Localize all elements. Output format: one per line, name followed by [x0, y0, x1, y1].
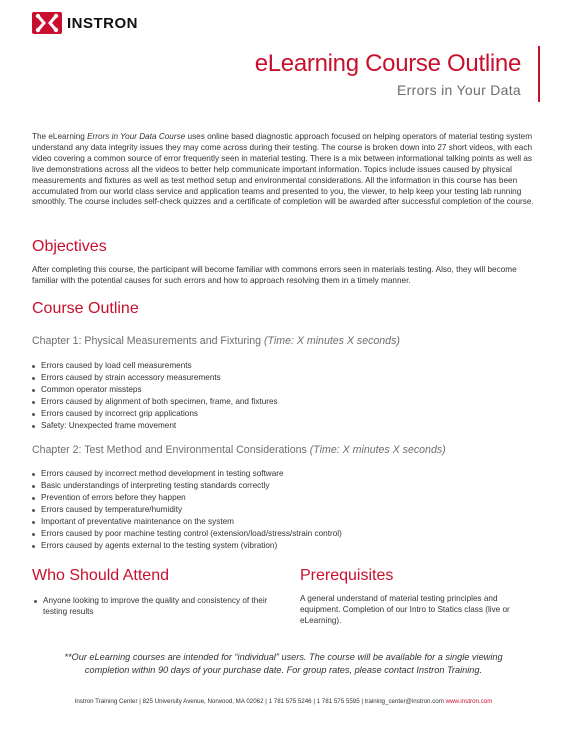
- footer-text: Instron Training Center | 825 University Avenue, Norwood, MA 02062 | 1 781 575 5246 | 1 781 575 5595 | training_center@instron.com: [74, 698, 446, 705]
- intro-paragraph: [32, 132, 537, 208]
- note-line-1: **Our eLearning courses are intended for “individual” users. The course will be available for a single viewing: [64, 652, 503, 662]
- list-item: Prevention of errors before they happen: [32, 492, 342, 504]
- course-outline-heading: Course Outline: [32, 300, 139, 317]
- instron-logo: [32, 12, 138, 34]
- list-item: Safety: Unexpected frame movement: [32, 420, 278, 432]
- document-subtitle: Errors in Your Data: [397, 82, 521, 98]
- list-item: Errors caused by alignment of both specimen, frame, and fixtures: [32, 396, 278, 408]
- chapter-1-time: (Time: X minutes X seconds): [264, 335, 400, 347]
- prerequisites-text: A general understand of material testing principles and equipment. Completion of our Intro to Statics class (live or eLearning).: [300, 594, 510, 625]
- list-item: Basic understandings of interpreting testing standards correctly: [32, 480, 342, 492]
- objectives-text: After completing this course, the participant will become familiar with commons errors seen in materials testing. Also, they will become familiar with the potential causes for such errors and how to approach resolving them in a timely manner.: [32, 265, 517, 285]
- title-divider: [538, 46, 540, 102]
- list-item: Errors caused by incorrect method development in testing software: [32, 468, 342, 480]
- list-item: Important of preventative maintenance on the system: [32, 516, 342, 528]
- list-item: Errors caused by load cell measurements: [32, 360, 278, 372]
- chapter-2-list: [32, 468, 342, 552]
- list-item: Errors caused by temperature/humidity: [32, 504, 342, 516]
- list-item: Errors caused by incorrect grip applications: [32, 408, 278, 420]
- who-should-attend-heading: Who Should Attend: [32, 567, 169, 584]
- group-rates-note: [20, 651, 547, 677]
- chapter-1-title: Chapter 1: Physical Measurements and Fixturing (Time: X minutes X seconds): [32, 335, 400, 347]
- list-item: Errors caused by strain accessory measurements: [32, 372, 278, 384]
- note-line-2: completion within 90 days of your purchase date. For group rates, please contact Instron Training.: [84, 665, 483, 675]
- intro-text-before: The eLearning: [32, 132, 88, 141]
- bullet-icon: [34, 600, 37, 603]
- prerequisites-heading: Prerequisites: [300, 567, 394, 584]
- who-should-attend-item: Anyone looking to improve the quality and consistency of their testing results: [32, 596, 272, 618]
- list-item: Errors caused by agents external to the testing system (vibration): [32, 540, 342, 552]
- chapter-2-title: Chapter 2: Test Method and Environmental Considerations (Time: X minutes X seconds): [32, 444, 446, 456]
- intro-text-after: uses online based diagnostic approach focused on helping operators of material testing system understand any data integrity issues they may come across during their testing. The course is broken down into 27 short videos, with each video covering a common source of error frequently seen in material testing. There is a mix between informational talking points as well as live demonstrations across all the videos to better help communicate important information. Topics include issues caused by physical measurements and fixtures as well as test method setup and environmental considerations. All the information in this course has been accumulated from our world class service and application teams and presented to you, the viewer, to help keep your testing lab running smoothly. The course includes self-check quizzes and a certificate of completion will be awarded after successful completion of the course.: [32, 132, 534, 207]
- logo-text: INSTRON: [67, 14, 138, 32]
- objectives-heading: Objectives: [32, 238, 107, 255]
- footer-contact: [0, 698, 567, 705]
- document-title: eLearning Course Outline: [254, 50, 521, 77]
- intro-course-name: Errors in Your Data Course: [87, 132, 186, 141]
- instron-logo-mark-icon: [32, 12, 62, 34]
- website-link[interactable]: www.instron.com: [445, 698, 493, 705]
- list-item: Errors caused by poor machine testing control (extension/load/stress/strain control): [32, 528, 342, 540]
- chapter-1-list: [32, 360, 278, 432]
- title-block: [255, 50, 521, 98]
- chapter-2-time: (Time: X minutes X seconds): [309, 444, 446, 456]
- list-item: Common operator missteps: [32, 384, 278, 396]
